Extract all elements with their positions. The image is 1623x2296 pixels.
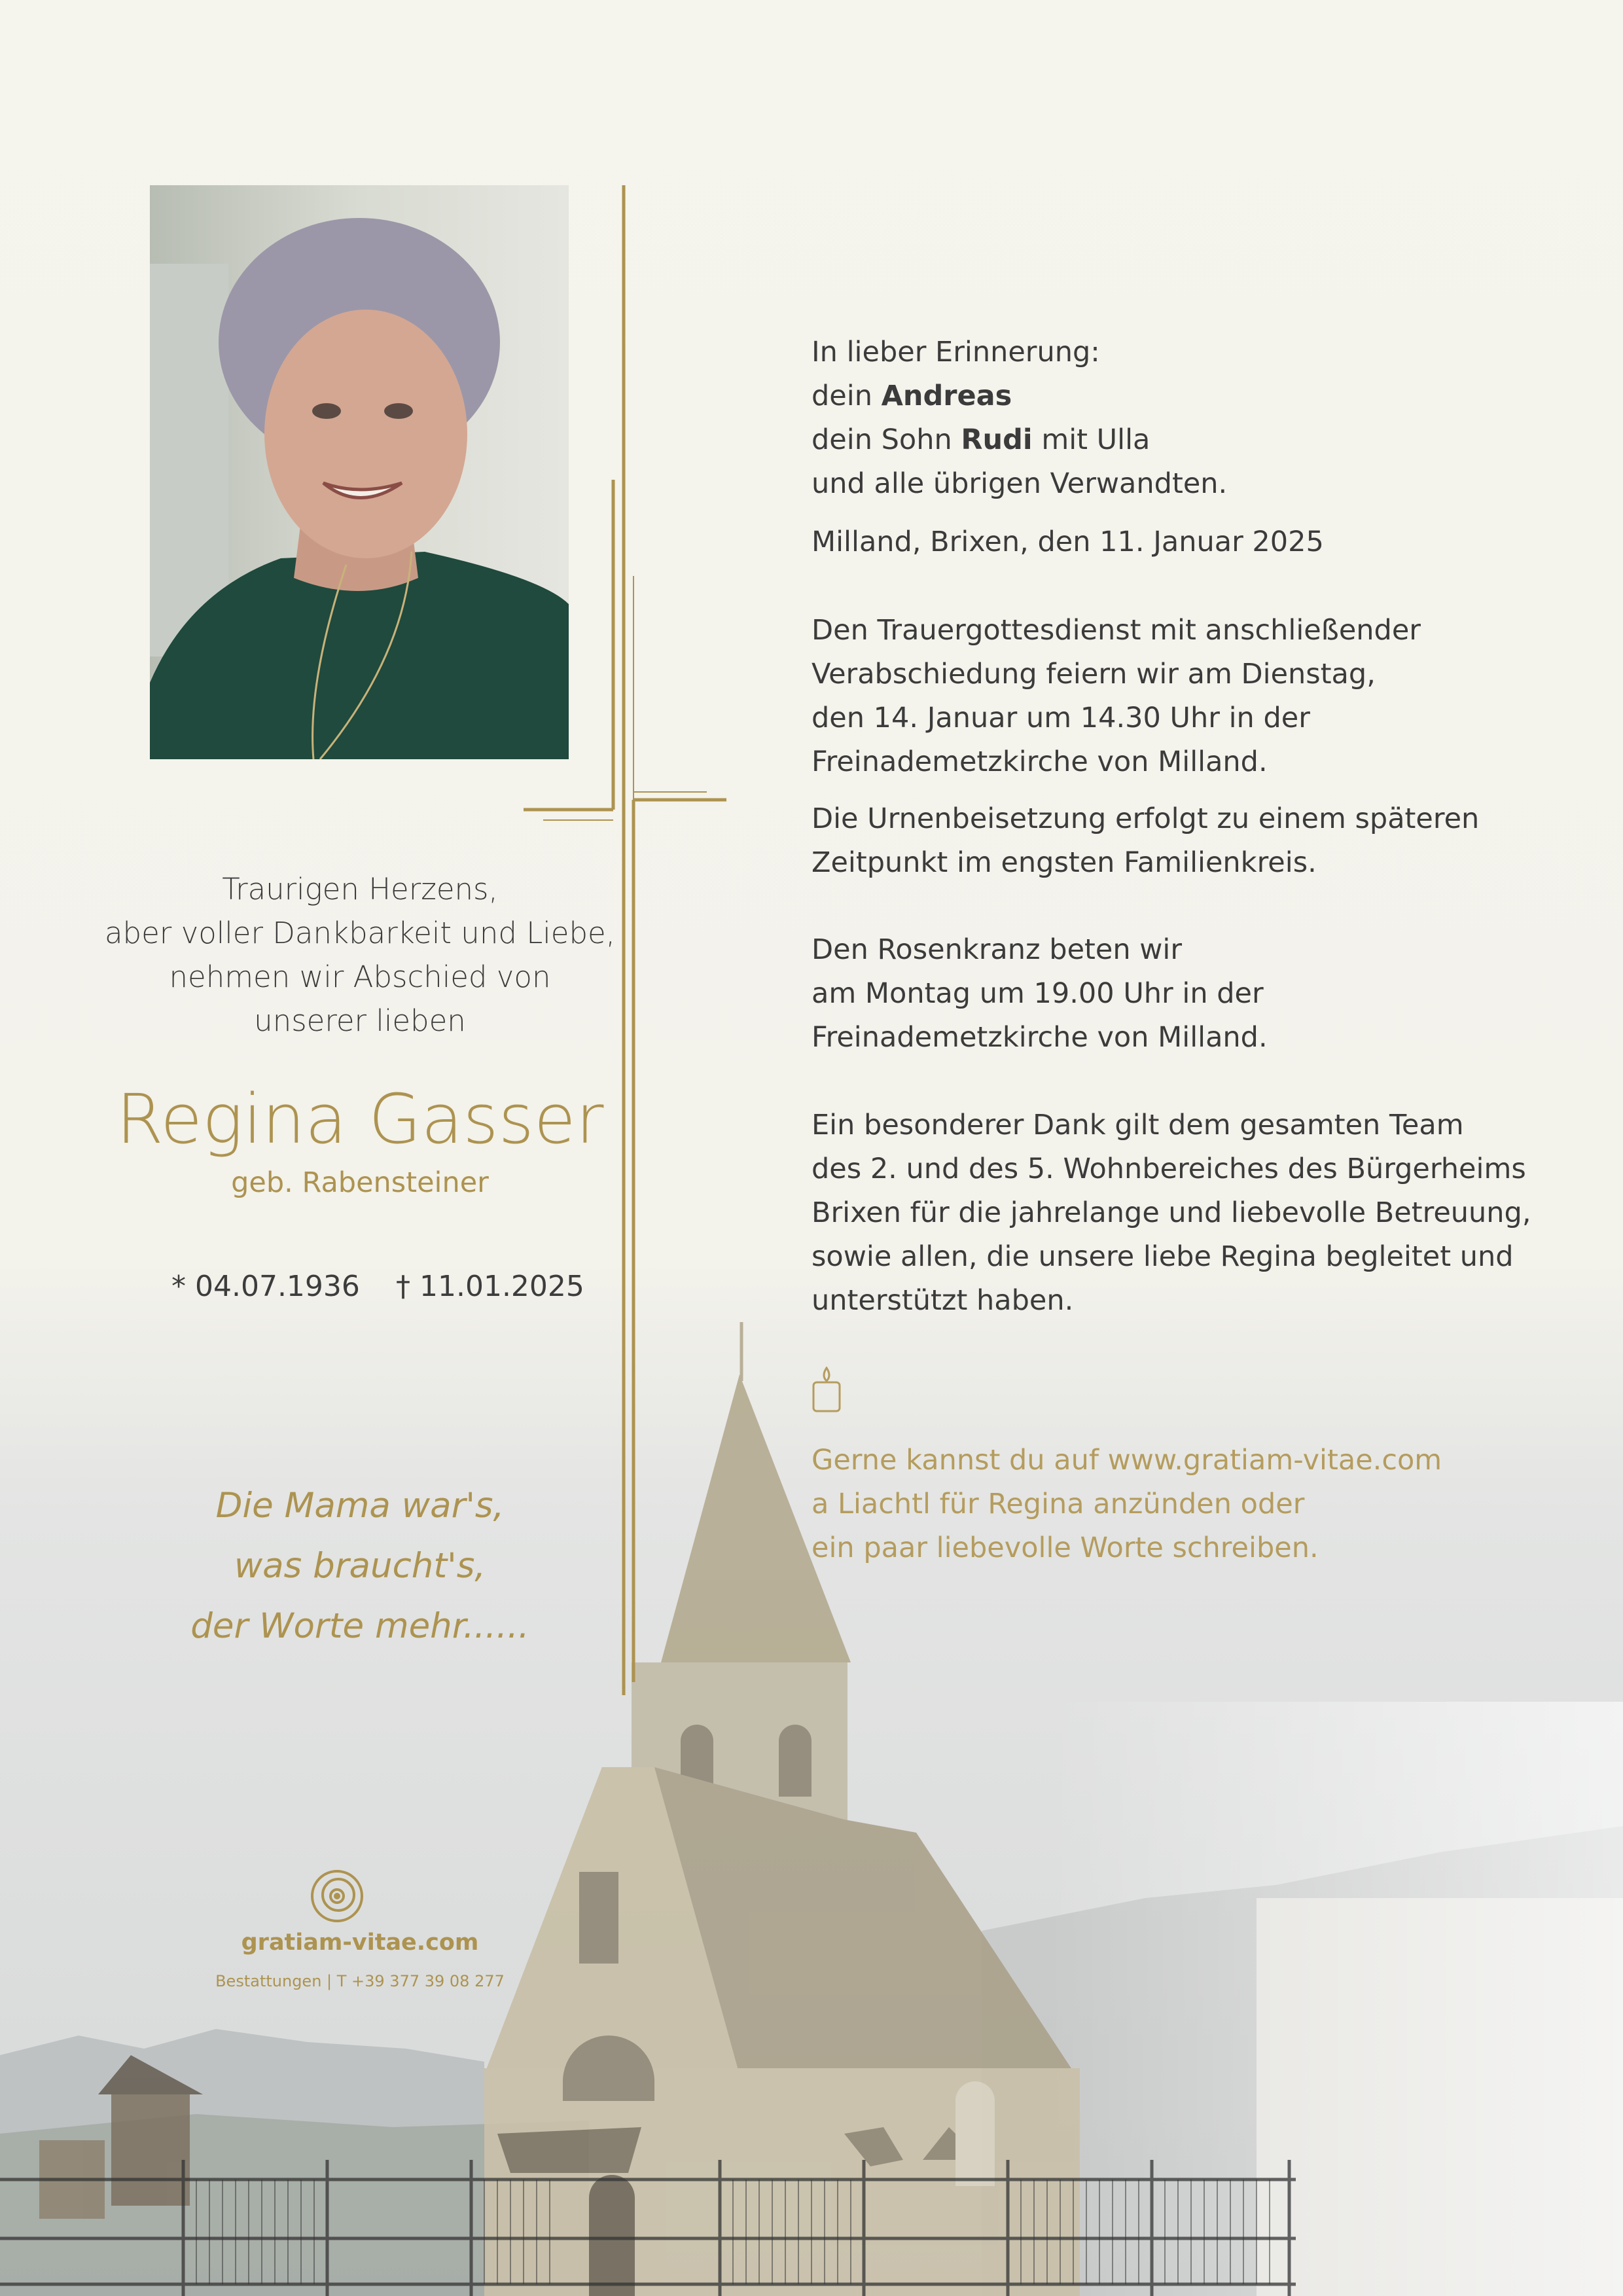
mourner-line: dein Andreas (812, 380, 1012, 412)
intro-line: Traurigen Herzens, (222, 872, 498, 906)
quote (79, 1476, 641, 1657)
portrait-photo (150, 185, 569, 759)
intro-line: nehmen wir Abschied von (169, 960, 551, 994)
intro-text (79, 867, 641, 1043)
quote-line: was braucht's, (234, 1546, 486, 1586)
intro-line: aber voller Dankbarkeit und Liebe, (104, 916, 616, 950)
death-date: † 11.01.2025 (396, 1270, 584, 1303)
quote-line: Die Mama war's, (215, 1486, 505, 1526)
rosary-info: Den Rosenkranz beten wir am Montag um 19.00 Uhr in der Freinademetzkirche von Milland. (812, 933, 1268, 1054)
deceased-name: Regina Gasser (116, 1079, 604, 1159)
candle-icon (810, 1367, 843, 1414)
place-date: Milland, Brixen, den 11. Januar 2025 (812, 526, 1324, 558)
quote-line: der Worte mehr...... (190, 1606, 529, 1646)
footer-contact: Bestattungen | T +39 377 39 08 277 (215, 1972, 505, 1990)
mourner-line: und alle übrigen Verwandten. (812, 467, 1228, 500)
gratiam-vitae-logo-icon (310, 1869, 365, 1924)
candle-note: Gerne kannst du auf www.gratiam-vitae.com a Liachtl für Regina anzünden oder ein paar liebevolle Worte schreiben. (812, 1444, 1442, 1564)
thanks-text: Ein besonderer Dank gilt dem gesamten Team des 2. und des 5. Wohnbereiches des Bürgerheims Brixen für die jahrelange und liebevolle Betreuung, sowie allen, die unsere liebe Regina begleitet und unterstützt haben. (812, 1109, 1531, 1317)
maiden-name: geb. Rabensteiner (231, 1166, 489, 1199)
mourners-block (812, 331, 1551, 506)
memory-intro: In lieber Erinnerung: (812, 336, 1100, 368)
intro-line: unserer lieben (254, 1003, 466, 1038)
service-info: Den Trauergottesdienst mit anschließender Verabschiedung feiern wir am Dienstag, den 14. Januar um 14.30 Uhr in der Freinademetzkirche von Milland. (812, 614, 1421, 778)
birth-date: * 04.07.1936 (171, 1270, 360, 1303)
urn-info: Die Urnenbeisetzung erfolgt zu einem späteren Zeitpunkt im engsten Familienkreis. (812, 802, 1480, 879)
mourner-line: dein Sohn Rudi mit Ulla (812, 423, 1150, 456)
footer-url[interactable]: gratiam-vitae.com (241, 1929, 479, 1956)
